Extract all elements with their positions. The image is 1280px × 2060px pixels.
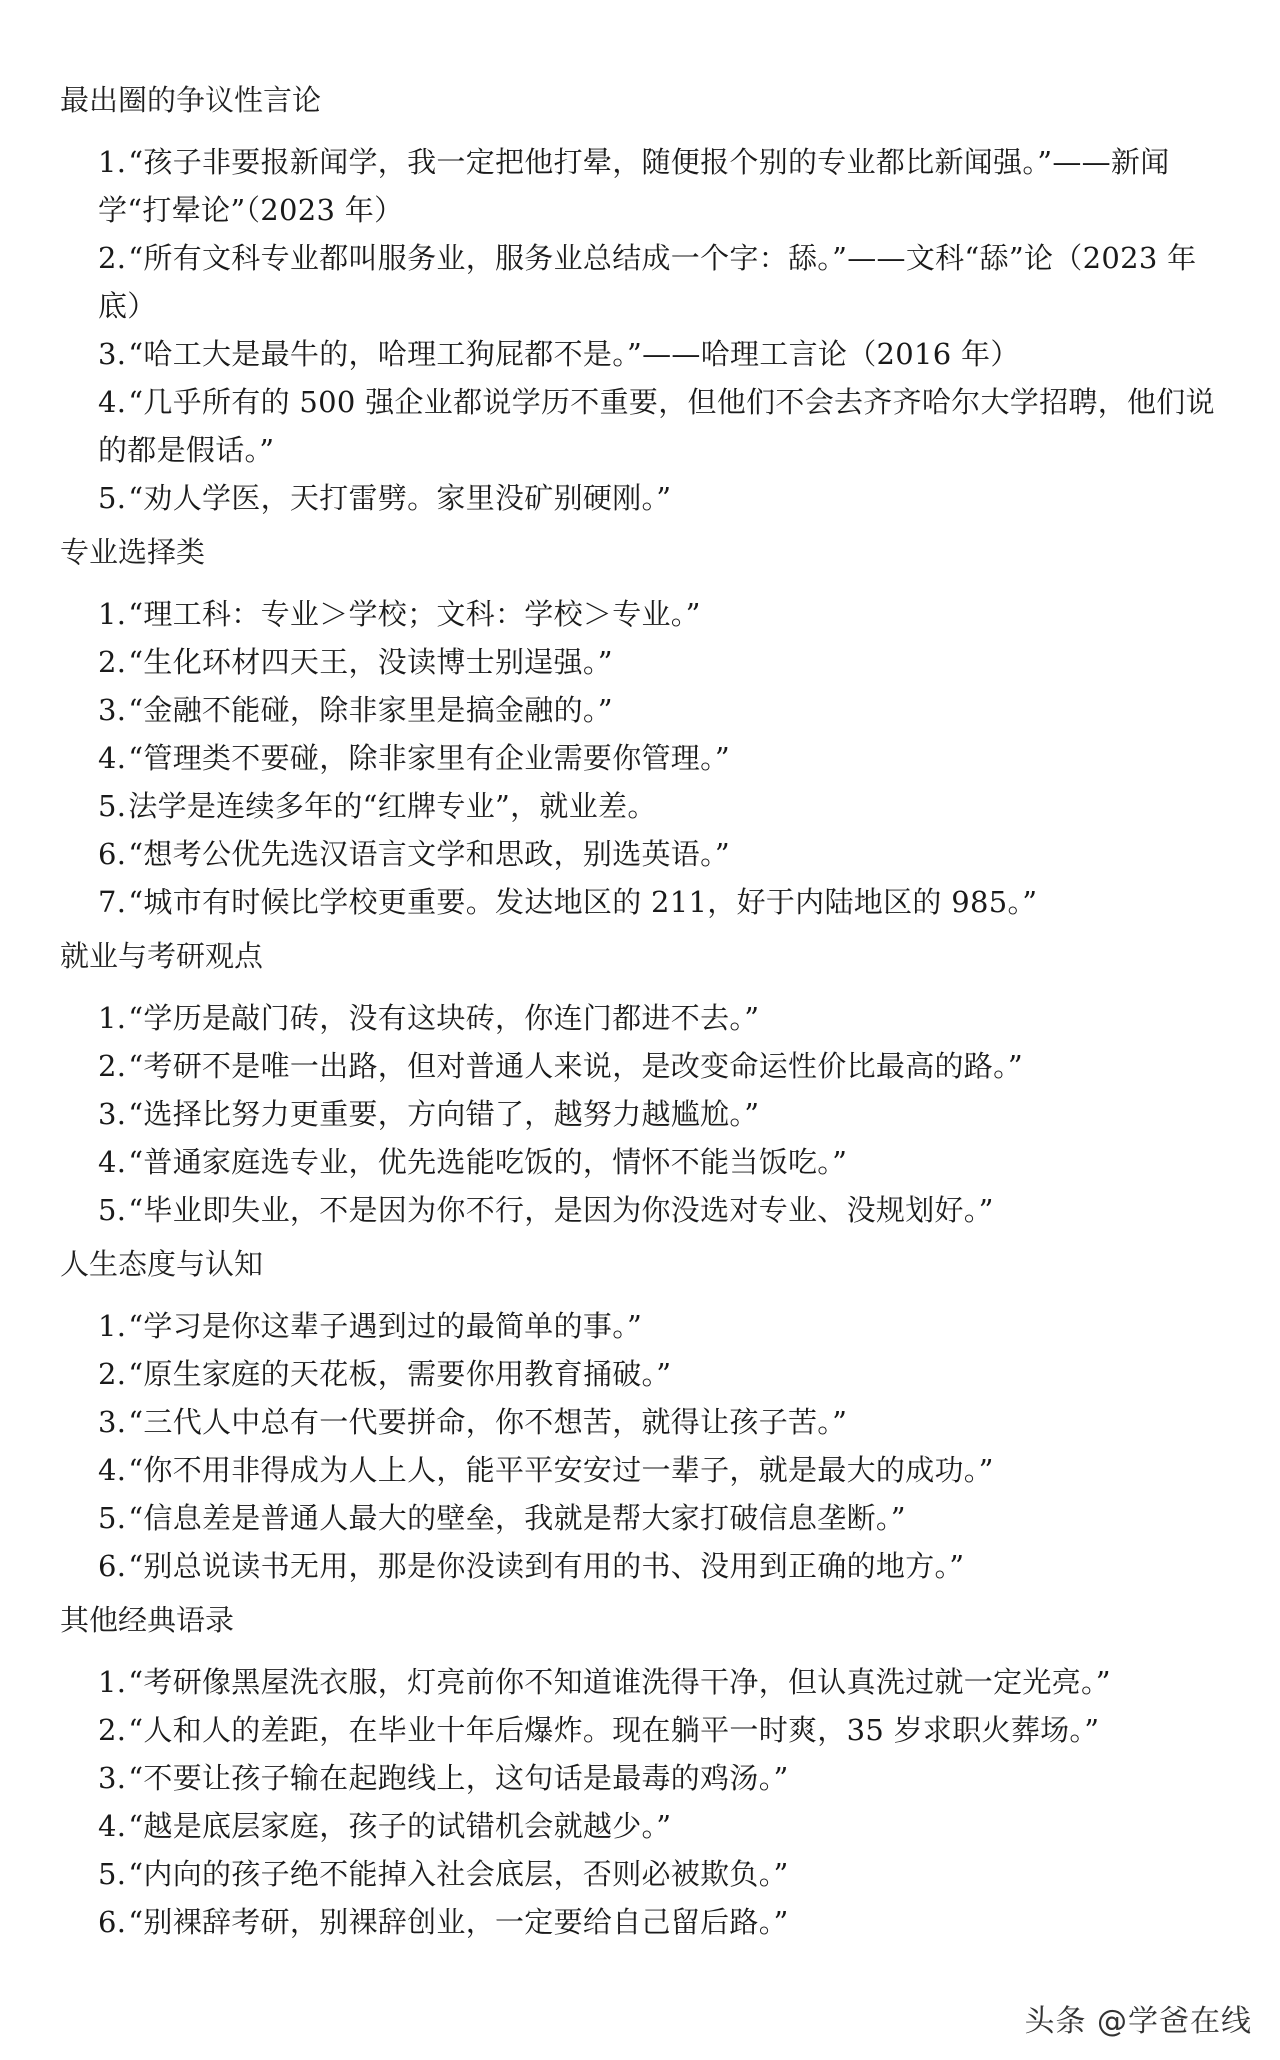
list-item: [98, 734, 1232, 782]
quote-list: [60, 1302, 1232, 1590]
item-text: “管理类不要碰，除非家里有企业需要你管理。”: [128, 741, 731, 775]
list-item: [98, 1398, 1232, 1446]
list-item: [98, 1898, 1232, 1946]
item-number: 4.: [98, 385, 127, 419]
item-number: 5.: [98, 1857, 127, 1891]
quote-list: [60, 994, 1232, 1234]
section-title: 最出圈的争议性言论: [60, 83, 322, 117]
item-text: “别裸辞考研，别裸辞创业，一定要给自己留后路。”: [128, 1905, 789, 1939]
section-controversial: [60, 78, 1232, 522]
item-text: “选择比努力更重要，方向错了，越努力越尴尬。”: [128, 1097, 760, 1131]
item-number: 2.: [98, 241, 127, 275]
section-employment: [60, 934, 1232, 1234]
item-number: 1.: [98, 1001, 127, 1035]
list-item: [98, 1802, 1232, 1850]
item-text: “考研不是唯一出路，但对普通人来说，是改变命运性价比最高的路。”: [128, 1049, 1024, 1083]
item-number: 5.: [98, 481, 127, 515]
item-number: 7.: [98, 885, 127, 919]
watermark: 头条 @学爸在线: [1024, 2004, 1252, 2039]
list-item: [98, 1494, 1232, 1542]
item-text: “普通家庭选专业，优先选能吃饭的，情怀不能当饭吃。”: [128, 1145, 848, 1179]
list-item: [98, 1090, 1232, 1138]
list-item: [98, 1042, 1232, 1090]
list-item: [98, 1446, 1232, 1494]
item-text: “毕业即失业，不是因为你不行，是因为你没选对专业、没规划好。”: [128, 1193, 994, 1227]
item-text: “考研像黑屋洗衣服，灯亮前你不知道谁洗得干净，但认真洗过就一定光亮。”: [128, 1665, 1111, 1699]
section-life-attitude: [60, 1242, 1232, 1590]
list-item: [98, 638, 1232, 686]
item-number: 1.: [98, 597, 127, 631]
item-number: 6.: [98, 1549, 127, 1583]
section-title: 人生态度与认知: [60, 1247, 264, 1281]
item-number: 4.: [98, 741, 127, 775]
item-number: 3.: [98, 1097, 127, 1131]
list-item: [98, 590, 1232, 638]
item-text: “金融不能碰，除非家里是搞金融的。”: [128, 693, 613, 727]
item-text: “信息差是普通人最大的壁垒，我就是帮大家打破信息垄断。”: [128, 1501, 906, 1535]
item-text: “原生家庭的天花板，需要你用教育捅破。”: [128, 1357, 672, 1391]
item-text: “生化环材四天王，没读博士别逞强。”: [128, 645, 613, 679]
section-title: 专业选择类: [60, 535, 206, 569]
item-number: 1.: [98, 1665, 127, 1699]
item-number: 5.: [98, 1193, 127, 1227]
item-number: 4.: [98, 1453, 127, 1487]
quote-list: [60, 590, 1232, 926]
quote-list: [60, 138, 1232, 522]
list-item: [98, 686, 1232, 734]
item-text: “所有文科专业都叫服务业，服务业总结成一个字：舔。”——文科“舔”论（2023 年底）: [98, 241, 1197, 323]
list-item: [98, 1706, 1232, 1754]
item-number: 5.: [98, 1501, 127, 1535]
section-title: 就业与考研观点: [60, 939, 264, 973]
list-item: [98, 1302, 1232, 1350]
item-text: “哈工大是最牛的，哈理工狗屁都不是。”——哈理工言论（2016 年）: [128, 337, 1020, 371]
section-classic-quotes: [60, 1598, 1232, 1946]
item-number: 1.: [98, 1309, 127, 1343]
list-item: [98, 1850, 1232, 1898]
item-text: “劝人学医，天打雷劈。家里没矿别硬刚。”: [128, 481, 672, 515]
quote-list: [60, 1658, 1232, 1946]
item-number: 2.: [98, 1713, 127, 1747]
item-text: “越是底层家庭，孩子的试错机会就越少。”: [128, 1809, 672, 1843]
item-text: “几乎所有的 500 强企业都说学历不重要，但他们不会去齐齐哈尔大学招聘，他们说的都是假话。”: [98, 385, 1215, 467]
list-item: [98, 1542, 1232, 1590]
item-text: 法学是连续多年的“红牌专业”，就业差。: [128, 789, 657, 823]
list-item: [98, 1658, 1232, 1706]
item-number: 6.: [98, 1905, 127, 1939]
section-title: 其他经典语录: [60, 1603, 235, 1637]
item-number: 3.: [98, 1405, 127, 1439]
document-body: [60, 78, 1232, 1954]
item-number: 3.: [98, 337, 127, 371]
list-item: [98, 782, 1232, 830]
item-number: 5.: [98, 789, 127, 823]
list-item: [98, 878, 1232, 926]
list-item: [98, 138, 1232, 234]
list-item: [98, 234, 1232, 330]
item-text: “城市有时候比学校更重要。发达地区的 211，好于内陆地区的 985。”: [128, 885, 1038, 919]
item-number: 6.: [98, 837, 127, 871]
item-number: 2.: [98, 1049, 127, 1083]
item-text: “理工科：专业＞学校；文科：学校＞专业。”: [128, 597, 701, 631]
list-item: [98, 830, 1232, 878]
item-number: 4.: [98, 1145, 127, 1179]
item-text: “学历是敲门砖，没有这块砖，你连门都进不去。”: [128, 1001, 760, 1035]
list-item: [98, 994, 1232, 1042]
list-item: [98, 1754, 1232, 1802]
section-major-choice: [60, 530, 1232, 926]
list-item: [98, 330, 1232, 378]
item-text: “想考公优先选汉语言文学和思政，别选英语。”: [128, 837, 731, 871]
item-number: 3.: [98, 1761, 127, 1795]
item-text: “孩子非要报新闻学，我一定把他打晕，随便报个别的专业都比新闻强。”——新闻学“打晕论”（2023 年）: [98, 145, 1170, 227]
item-text: “三代人中总有一代要拼命，你不想苦，就得让孩子苦。”: [128, 1405, 848, 1439]
item-text: “你不用非得成为人上人，能平平安安过一辈子，就是最大的成功。”: [128, 1453, 994, 1487]
item-number: 4.: [98, 1809, 127, 1843]
list-item: [98, 1186, 1232, 1234]
item-number: 3.: [98, 693, 127, 727]
list-item: [98, 378, 1232, 474]
list-item: [98, 1350, 1232, 1398]
list-item: [98, 1138, 1232, 1186]
item-text: “人和人的差距，在毕业十年后爆炸。现在躺平一时爽，35 岁求职火葬场。”: [128, 1713, 1100, 1747]
item-number: 1.: [98, 145, 127, 179]
item-number: 2.: [98, 645, 127, 679]
item-text: “学习是你这辈子遇到过的最简单的事。”: [128, 1309, 643, 1343]
list-item: [98, 474, 1232, 522]
item-text: “内向的孩子绝不能掉入社会底层，否则必被欺负。”: [128, 1857, 789, 1891]
item-text: “不要让孩子输在起跑线上，这句话是最毒的鸡汤。”: [128, 1761, 789, 1795]
item-number: 2.: [98, 1357, 127, 1391]
item-text: “别总说读书无用，那是你没读到有用的书、没用到正确的地方。”: [128, 1549, 965, 1583]
